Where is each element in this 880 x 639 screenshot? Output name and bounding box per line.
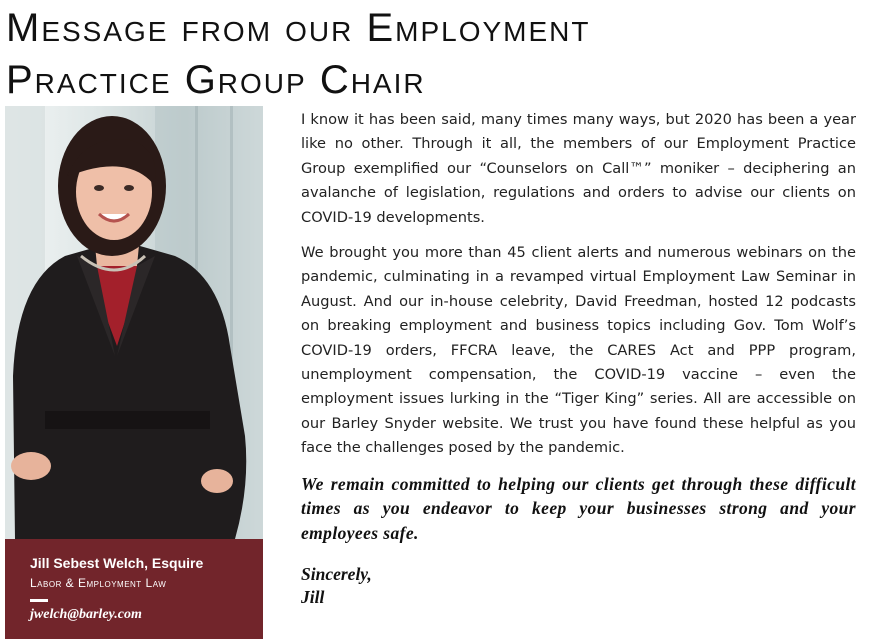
letter-paragraph-1: I know it has been said, many times many ways, but 2020 has been a year like no other. Through it all, the members of our Employment Practice Group exemplified our “Counselors on Call™” moniker – deciphering an avalanche of legislation, regulations and orders to advise our clients on COVID-19 developments. [301,111,856,226]
portrait-illustration [5,106,263,539]
profile-role: Labor & Employment Law [30,576,167,590]
profile-name: Jill Sebest Welch, Esquire [30,555,204,571]
profile-card [5,539,263,639]
letter-paragraph-2: We brought you more than 45 client alerts and numerous webinars on the pandemic, culminating in a revamped virtual Employment Law Seminar in August. And our in-house celebrity, David Freedman, hosted 12 podcasts on breaking employment and business topics including Gov. Tom Wolf’s COVID-19 orders, FFCRA leave, the CARES Act and PPP program, unemployment compensation, the COVID-19 vaccine – even the employment issues lurking in the “Tiger King” series. All are accessible on our Barley Snyder website. We trust you have found these helpful as you face the challenges posed by the pandemic. [301,244,856,457]
letter-emphasis: We remain committed to helping our clients get through these difficult times as you endeavor to keep your businesses strong and your employees safe. [301,473,856,543]
profile-email-link[interactable]: jwelch@barley.com [30,607,142,622]
profile-divider [30,599,48,602]
page-title [6,2,876,106]
letter-closing [301,563,856,609]
letter-body [301,108,856,609]
page-title-line-1: Message from our Employment [6,6,591,50]
closing-signature: Jill [301,587,325,608]
portrait-photo [5,106,263,539]
closing-salutation: Sincerely, [301,564,372,585]
page-title-line-2: Practice Group Chair [6,58,426,102]
